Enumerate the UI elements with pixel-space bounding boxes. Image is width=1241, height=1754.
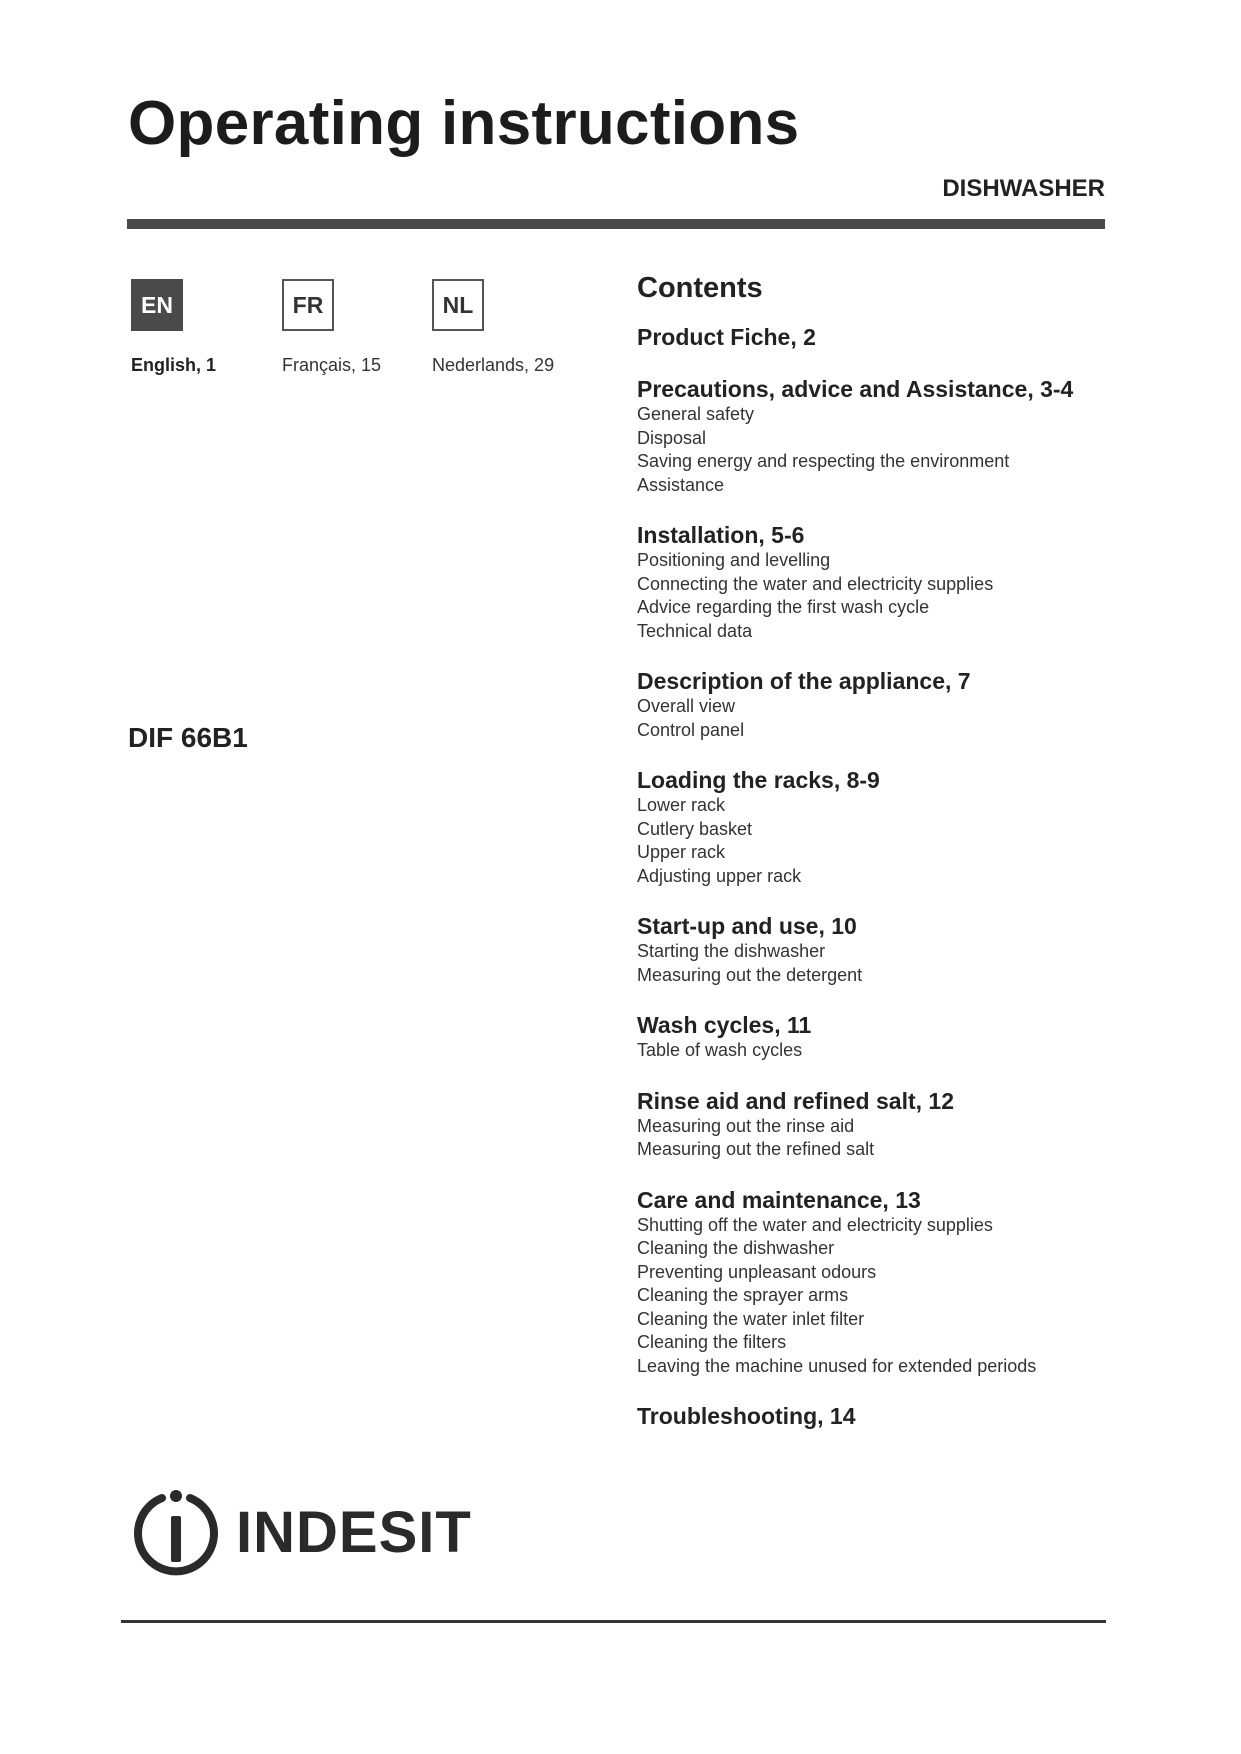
section-heading[interactable]: Precautions, advice and Assistance, 3-4: [637, 376, 1074, 402]
brand-name: INDESIT: [236, 1499, 472, 1565]
language-code-box[interactable]: FR: [282, 279, 334, 331]
indesit-logo-icon: [130, 1486, 222, 1578]
section-heading[interactable]: Care and maintenance, 13: [637, 1186, 921, 1213]
contents-section: [637, 323, 1107, 351]
section-heading[interactable]: Description of the appliance, 7: [637, 668, 971, 694]
model-number: DIF 66B1: [128, 722, 248, 753]
section-heading[interactable]: Product Fiche, 2: [637, 324, 816, 350]
contents-title: Contents: [637, 272, 763, 304]
section-item[interactable]: Cleaning the water inlet filter: [637, 1308, 865, 1329]
section-item[interactable]: Connecting the water and electricity supplies: [637, 573, 994, 594]
section-item[interactable]: Shutting off the water and electricity supplies: [637, 1214, 993, 1235]
section-item[interactable]: Adjusting upper rack: [637, 865, 802, 886]
document-subtitle: DISHWASHER: [942, 175, 1105, 202]
section-heading[interactable]: Installation, 5-6: [637, 522, 805, 548]
section-item[interactable]: Leaving the machine unused for extended periods: [637, 1355, 1037, 1376]
section-item[interactable]: Cleaning the sprayer arms: [637, 1285, 849, 1305]
contents-section: [637, 912, 1107, 987]
section-item[interactable]: Cleaning the dishwasher: [637, 1238, 835, 1258]
contents-section: [637, 1186, 1107, 1379]
section-item[interactable]: Technical data: [637, 620, 753, 641]
section-item[interactable]: Measuring out the rinse aid: [637, 1115, 855, 1136]
language-code-box[interactable]: NL: [432, 279, 484, 331]
section-heading[interactable]: Start-up and use, 10: [637, 913, 857, 939]
section-item[interactable]: Cleaning the filters: [637, 1332, 787, 1352]
contents-section: [637, 766, 1107, 888]
header-divider-bar: [127, 219, 1105, 229]
section-item[interactable]: Advice regarding the first wash cycle: [637, 597, 930, 617]
section-item[interactable]: Preventing unpleasant odours: [637, 1261, 877, 1282]
language-nl[interactable]: [432, 279, 602, 376]
language-code-box[interactable]: EN: [131, 279, 183, 331]
brand-logo: [130, 1486, 472, 1578]
section-item[interactable]: Saving energy and respecting the environment: [637, 451, 1010, 471]
section-heading[interactable]: Rinse aid and refined salt, 12: [637, 1087, 954, 1114]
section-item[interactable]: Cutlery basket: [637, 818, 753, 839]
section-heading[interactable]: Loading the racks, 8-9: [637, 767, 880, 793]
section-heading[interactable]: Troubleshooting, 14: [637, 1403, 856, 1429]
section-item[interactable]: Disposal: [637, 427, 707, 448]
section-item[interactable]: Positioning and levelling: [637, 550, 831, 570]
contents-section: [637, 667, 1107, 742]
section-item[interactable]: General safety: [637, 404, 755, 424]
footer-divider: [121, 1620, 1106, 1623]
language-label: Français, 15: [282, 355, 382, 375]
language-label: Nederlands, 29: [432, 355, 555, 375]
section-heading[interactable]: Wash cycles, 11: [637, 1012, 812, 1038]
language-fr[interactable]: [282, 279, 452, 376]
section-item[interactable]: Assistance: [637, 474, 725, 495]
section-item[interactable]: Table of wash cycles: [637, 1040, 803, 1060]
language-label: English, 1: [131, 355, 217, 375]
contents-section: [637, 521, 1107, 643]
section-item[interactable]: Lower rack: [637, 795, 726, 815]
contents-section: [637, 375, 1107, 497]
contents-section: [637, 1087, 1107, 1162]
section-item[interactable]: Upper rack: [637, 842, 726, 862]
page-title: Operating instructions: [128, 89, 800, 158]
language-en[interactable]: [131, 279, 301, 376]
section-item[interactable]: Measuring out the refined salt: [637, 1139, 875, 1159]
section-item[interactable]: Measuring out the detergent: [637, 964, 863, 985]
section-item[interactable]: Control panel: [637, 719, 745, 740]
contents-section: [637, 1011, 1107, 1063]
contents-section: [637, 1402, 1107, 1430]
table-of-contents: [637, 272, 1107, 1454]
section-item[interactable]: Overall view: [637, 696, 736, 716]
section-item[interactable]: Starting the dishwasher: [637, 941, 826, 961]
